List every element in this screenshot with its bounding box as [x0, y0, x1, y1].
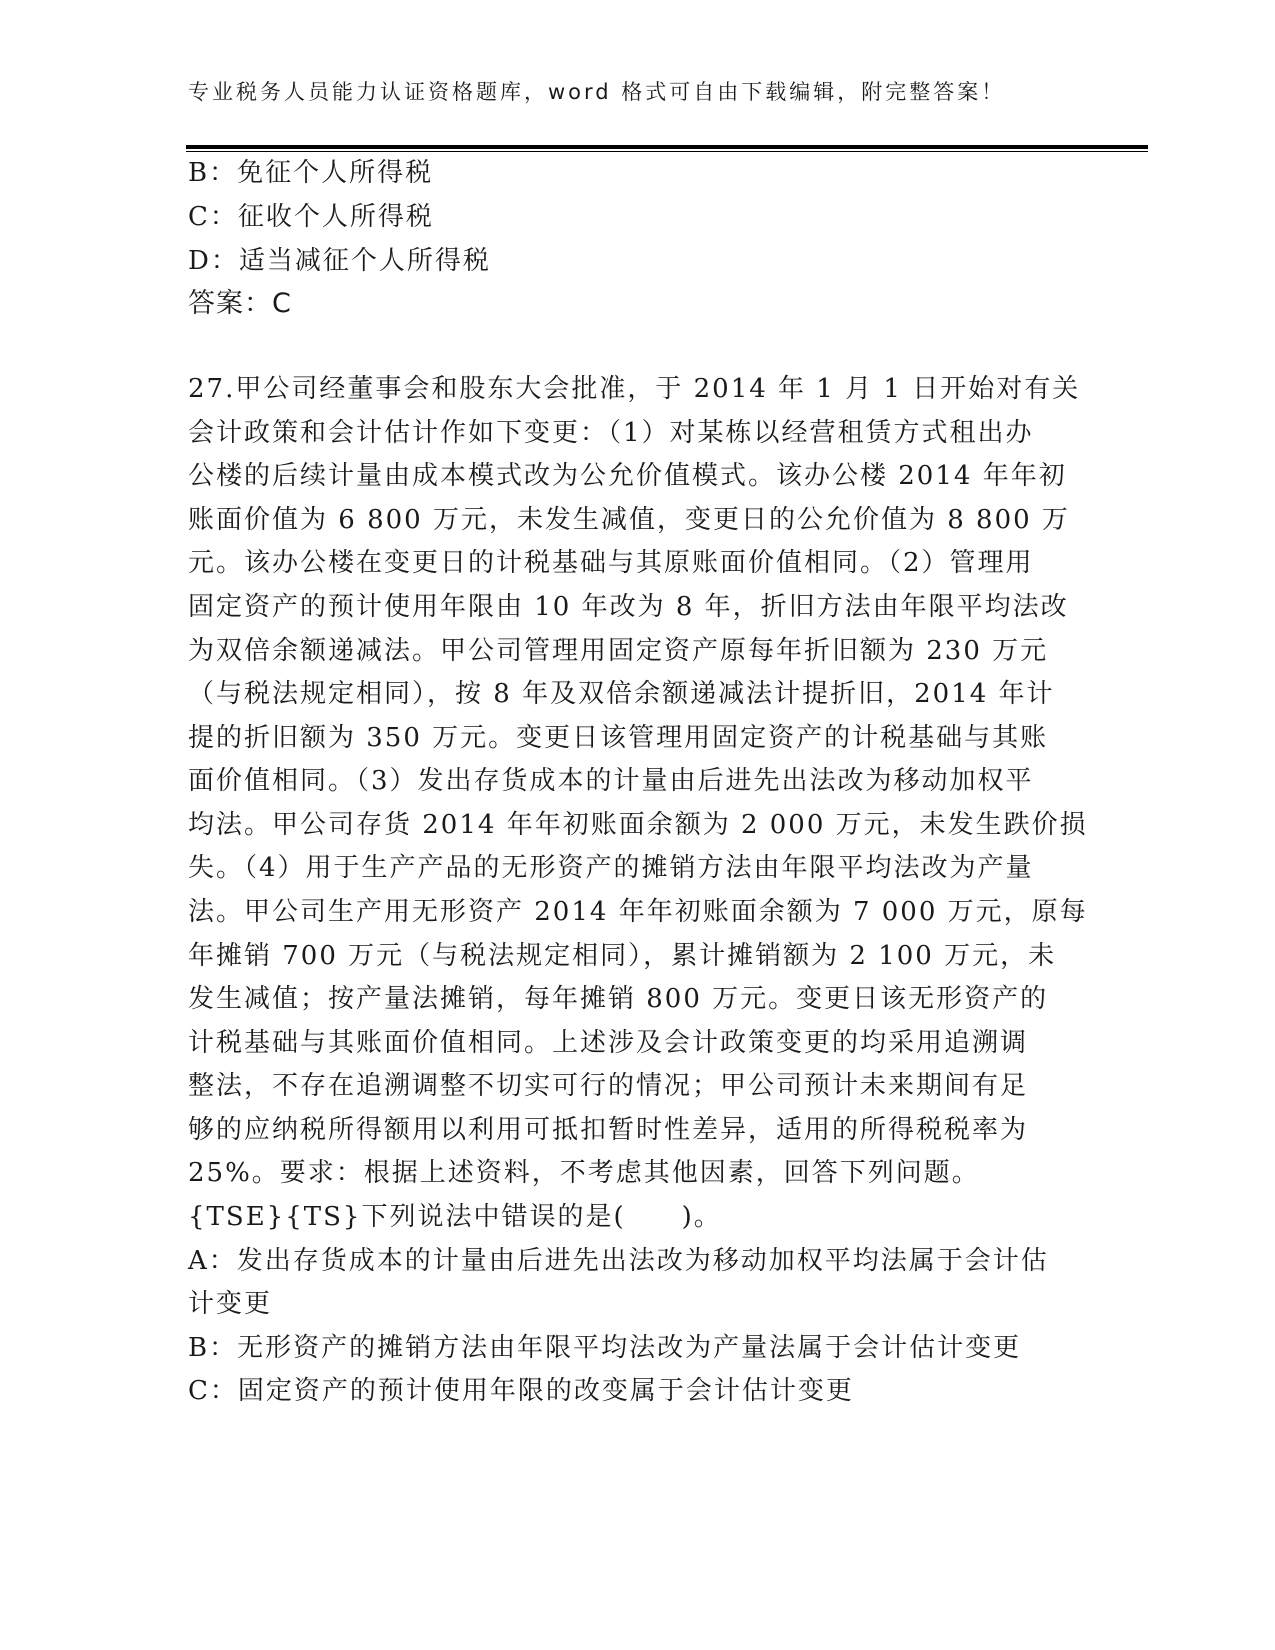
stem-line: 失。（4）用于生产产品的无形资产的摊销方法由年限平均法改为产量	[188, 853, 1034, 883]
answer-line: 答案：C	[188, 288, 292, 319]
sub-question: {TSE}{TS}下列说法中错误的是( )。	[188, 1202, 722, 1232]
stem-line: 均法。甲公司存货 2014 年年初账面余额为 2 000 万元，未发生跌价损	[188, 810, 1088, 840]
stem-line: 面价值相同。（3）发出存货成本的计量由后进先出法改为移动加权平	[188, 766, 1034, 796]
stem-line: 25%。要求：根据上述资料，不考虑其他因素，回答下列问题。	[188, 1158, 980, 1188]
stem-line: 发生减值；按产量法摊销，每年摊销 800 万元。变更日该无形资产的	[188, 984, 1049, 1014]
stem-line: （与税法规定相同），按 8 年及双倍余额递减法计提折旧，2014 年计	[188, 679, 1055, 709]
option-a: A：发出存货成本的计量由后进先出法改为移动加权平均法属于会计估	[188, 1246, 1049, 1276]
option-d: D：适当减征个人所得税	[188, 246, 491, 276]
stem-line: 法。甲公司生产用无形资产 2014 年年初账面余额为 7 000 万元，原每	[188, 897, 1088, 927]
option-c: C：征收个人所得税	[188, 202, 434, 232]
stem-line: 计税基础与其账面价值相同。上述涉及会计政策变更的均采用追溯调	[188, 1028, 1029, 1058]
stem-line: 年摊销 700 万元（与税法规定相同），累计摊销额为 2 100 万元，未	[188, 941, 1057, 971]
stem-line: 公楼的后续计量由成本模式改为公允价值模式。该办公楼 2014 年年初	[188, 461, 1067, 491]
stem-line: 固定资产的预计使用年限由 10 年改为 8 年，折旧方法由年限平均法改	[188, 592, 1069, 622]
header-divider	[186, 145, 1148, 149]
header-divider-thin	[186, 151, 1148, 152]
option-b: B：无形资产的摊销方法由年限平均法改为产量法属于会计估计变更	[188, 1333, 1022, 1363]
stem-line: 整法，不存在追溯调整不切实可行的情况；甲公司预计未来期间有足	[188, 1071, 1029, 1101]
stem-line: 会计政策和会计估计作如下变更：（1）对某栋以经营租赁方式租出办	[188, 418, 1034, 448]
page-header: 专业税务人员能力认证资格题库，word 格式可自由下载编辑，附完整答案！	[188, 80, 1006, 104]
stem-line: 提的折旧额为 350 万元。变更日该管理用固定资产的计税基础与其账	[188, 723, 1049, 753]
stem-line: 账面价值为 6 800 万元，未发生减值，变更日的公允价值为 8 800 万	[188, 505, 1070, 535]
option-b: B：免征个人所得税	[188, 158, 434, 188]
stem-line: 为双倍余额递减法。甲公司管理用固定资产原每年折旧额为 230 万元	[188, 636, 1049, 666]
option-a-continued: 计变更	[188, 1289, 273, 1319]
stem-line: 元。该办公楼在变更日的计税基础与其原账面价值相同。（2）管理用	[188, 548, 1034, 578]
stem-line: 27.甲公司经董事会和股东大会批准，于 2014 年 1 月 1 日开始对有关	[188, 374, 1081, 404]
stem-line: 够的应纳税所得额用以利用可抵扣暂时性差异，适用的所得税税率为	[188, 1115, 1029, 1145]
option-c: C：固定资产的预计使用年限的改变属于会计估计变更	[188, 1376, 854, 1406]
